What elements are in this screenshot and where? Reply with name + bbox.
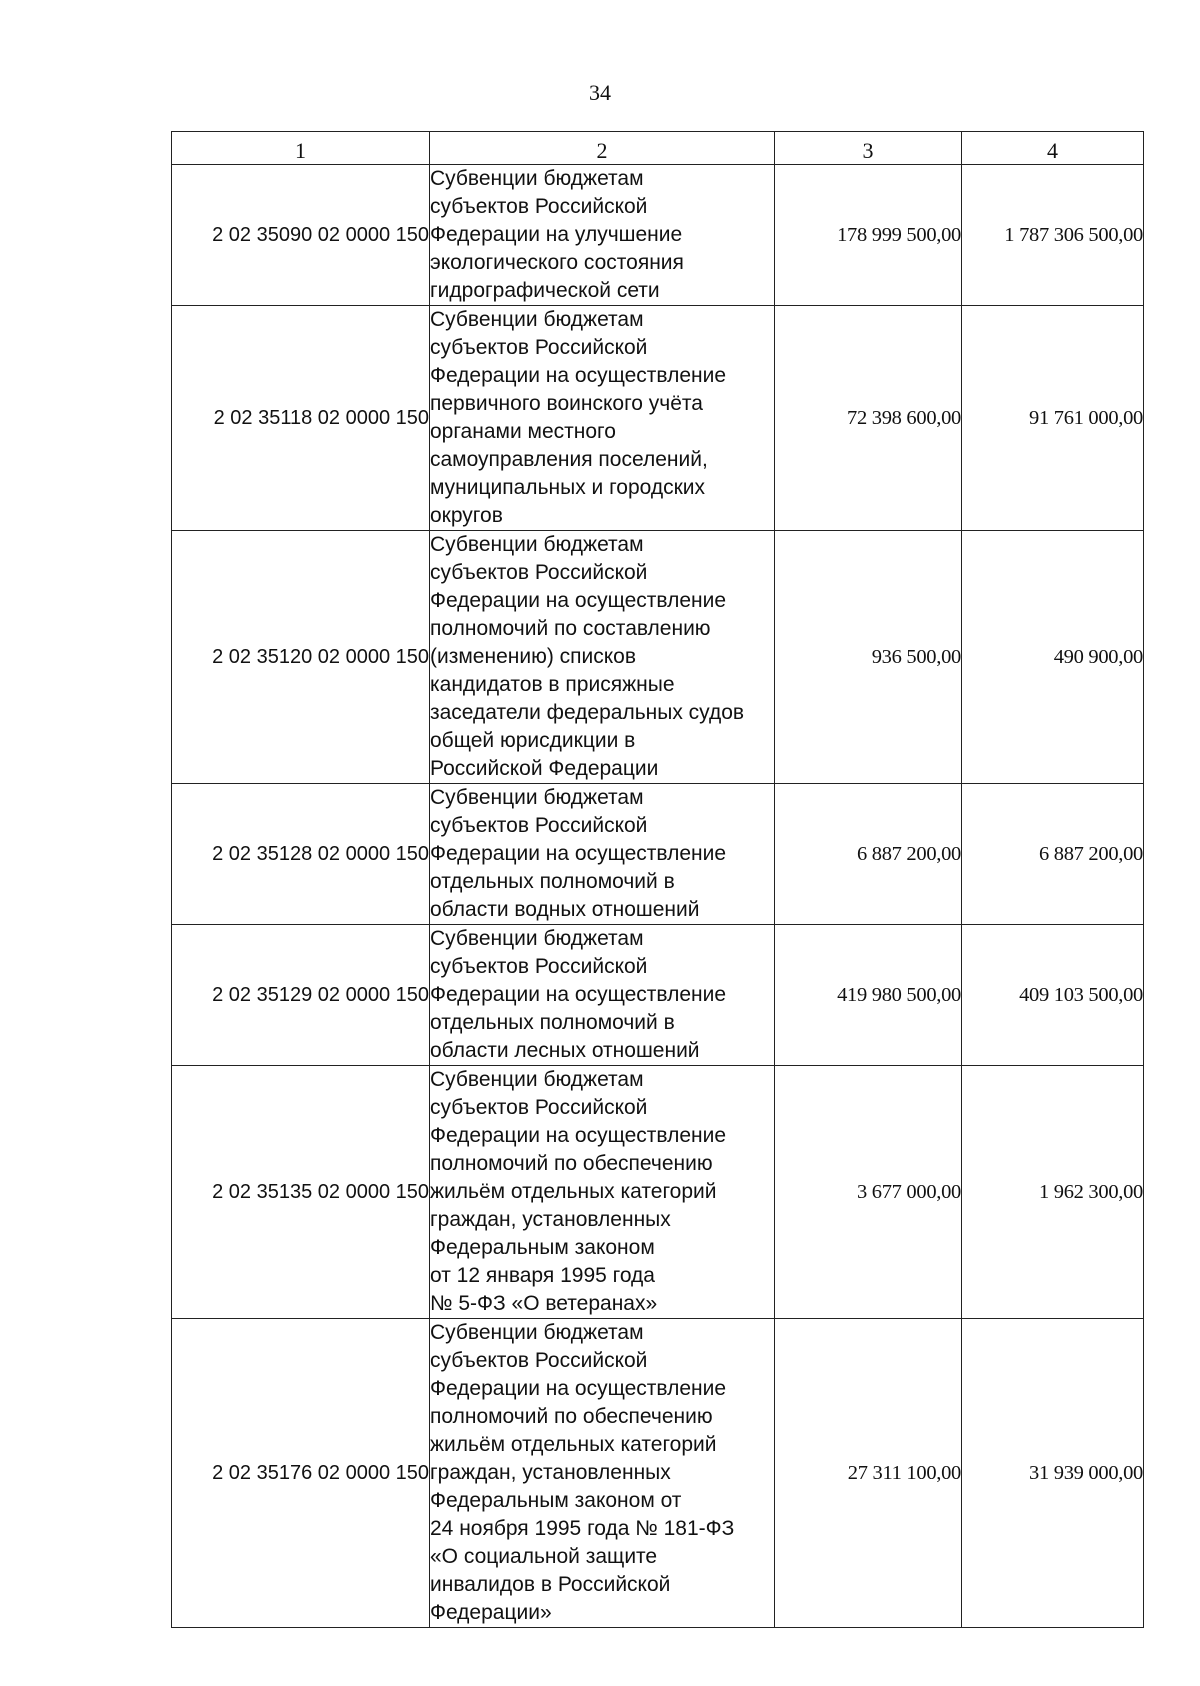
description-line: субъектов Российской xyxy=(430,814,648,837)
description-line: субъектов Российской xyxy=(430,561,648,584)
description-line: граждан, установленных xyxy=(430,1461,671,1484)
description-line: субъектов Российской xyxy=(430,955,648,978)
description-line: Федеральным законом xyxy=(430,1236,655,1259)
description-line: Субвенции бюджетам xyxy=(430,533,644,556)
description-line: граждан, установленных xyxy=(430,1208,671,1231)
income-description xyxy=(430,531,775,784)
description-line: от 12 января 1995 года xyxy=(430,1264,655,1287)
amount-col3: 3 677 000,00 xyxy=(775,1066,962,1319)
description-line: Федерации на осуществление xyxy=(430,842,727,865)
amount-col3: 936 500,00 xyxy=(775,531,962,784)
income-code: 2 02 35118 02 0000 150 xyxy=(172,306,430,531)
description-line: Федерации на осуществление xyxy=(430,1377,727,1400)
description-line: кандидатов в присяжные xyxy=(430,673,675,696)
description-line: области лесных отношений xyxy=(430,1039,700,1062)
description-line: Федерации на осуществление xyxy=(430,1124,727,1147)
column-header-4: 4 xyxy=(962,132,1144,165)
table-row xyxy=(172,1066,1144,1319)
description-line: полномочий по составлению xyxy=(430,617,711,640)
description-line: отдельных полномочий в xyxy=(430,1011,675,1034)
table-row xyxy=(172,165,1144,306)
amount-col4: 6 887 200,00 xyxy=(962,784,1144,925)
income-description xyxy=(430,306,775,531)
description-line: муниципальных и городских xyxy=(430,476,706,499)
description-line: Субвенции бюджетам xyxy=(430,308,644,331)
amount-col3: 419 980 500,00 xyxy=(775,925,962,1066)
description-line: «О социальной защите xyxy=(430,1545,658,1568)
column-header-3: 3 xyxy=(775,132,962,165)
description-line: Федерации на осуществление xyxy=(430,983,727,1006)
description-line: Субвенции бюджетам xyxy=(430,1068,644,1091)
amount-col4: 91 761 000,00 xyxy=(962,306,1144,531)
description-line: первичного воинского учёта xyxy=(430,392,703,415)
description-line: жильём отдельных категорий xyxy=(430,1180,717,1203)
table-row xyxy=(172,925,1144,1066)
column-header-1: 1 xyxy=(172,132,430,165)
description-line: самоуправления поселений, xyxy=(430,448,708,471)
description-line: гидрографической сети xyxy=(430,279,660,302)
description-line: 24 ноября 1995 года № 181-ФЗ xyxy=(430,1517,735,1540)
income-code: 2 02 35090 02 0000 150 xyxy=(172,165,430,306)
amount-col4: 490 900,00 xyxy=(962,531,1144,784)
description-line: Субвенции бюджетам xyxy=(430,167,644,190)
description-line: Субвенции бюджетам xyxy=(430,786,644,809)
income-description xyxy=(430,1066,775,1319)
amount-col3: 6 887 200,00 xyxy=(775,784,962,925)
amount-col3: 72 398 600,00 xyxy=(775,306,962,531)
description-line: Федерации» xyxy=(430,1601,552,1624)
table-row xyxy=(172,306,1144,531)
income-description xyxy=(430,1319,775,1628)
amount-col4: 31 939 000,00 xyxy=(962,1319,1144,1628)
page-number: 34 xyxy=(589,80,611,105)
income-code: 2 02 35176 02 0000 150 xyxy=(172,1319,430,1628)
description-line: субъектов Российской xyxy=(430,336,648,359)
description-line: Федерации на улучшение xyxy=(430,223,683,246)
income-code: 2 02 35128 02 0000 150 xyxy=(172,784,430,925)
description-line: Федерации на осуществление xyxy=(430,589,727,612)
description-line: (изменению) списков xyxy=(430,645,637,668)
income-code: 2 02 35129 02 0000 150 xyxy=(172,925,430,1066)
budget-table xyxy=(171,131,1144,1628)
description-line: Субвенции бюджетам xyxy=(430,927,644,950)
table-body xyxy=(172,165,1144,1628)
amount-col3: 178 999 500,00 xyxy=(775,165,962,306)
description-line: Российской Федерации xyxy=(430,757,659,780)
income-description xyxy=(430,925,775,1066)
amount-col4: 1 962 300,00 xyxy=(962,1066,1144,1319)
description-line: общей юрисдикции в xyxy=(430,729,636,752)
column-header-2: 2 xyxy=(430,132,775,165)
amount-col4: 409 103 500,00 xyxy=(962,925,1144,1066)
description-line: отдельных полномочий в xyxy=(430,870,675,893)
amount-col4: 1 787 306 500,00 xyxy=(962,165,1144,306)
amount-col3: 27 311 100,00 xyxy=(775,1319,962,1628)
description-line: субъектов Российской xyxy=(430,1349,648,1372)
description-line: полномочий по обеспечению xyxy=(430,1405,713,1428)
description-line: экологического состояния xyxy=(430,251,684,274)
description-line: Федеральным законом от xyxy=(430,1489,682,1512)
table-row xyxy=(172,531,1144,784)
description-line: заседатели федеральных судов xyxy=(430,701,745,724)
description-line: жильём отдельных категорий xyxy=(430,1433,717,1456)
table-row xyxy=(172,784,1144,925)
table-row xyxy=(172,1319,1144,1628)
description-line: инвалидов в Российской xyxy=(430,1573,671,1596)
description-line: Федерации на осуществление xyxy=(430,364,727,387)
description-line: субъектов Российской xyxy=(430,195,648,218)
description-line: Субвенции бюджетам xyxy=(430,1321,644,1344)
description-line: округов xyxy=(430,504,503,527)
table-header-row xyxy=(172,132,1144,165)
description-line: области водных отношений xyxy=(430,898,700,921)
income-description xyxy=(430,784,775,925)
income-code: 2 02 35135 02 0000 150 xyxy=(172,1066,430,1319)
description-line: органами местного xyxy=(430,420,616,443)
description-line: полномочий по обеспечению xyxy=(430,1152,713,1175)
description-line: субъектов Российской xyxy=(430,1096,648,1119)
description-line: № 5-ФЗ «О ветеранах» xyxy=(430,1292,658,1315)
income-description xyxy=(430,165,775,306)
income-code: 2 02 35120 02 0000 150 xyxy=(172,531,430,784)
